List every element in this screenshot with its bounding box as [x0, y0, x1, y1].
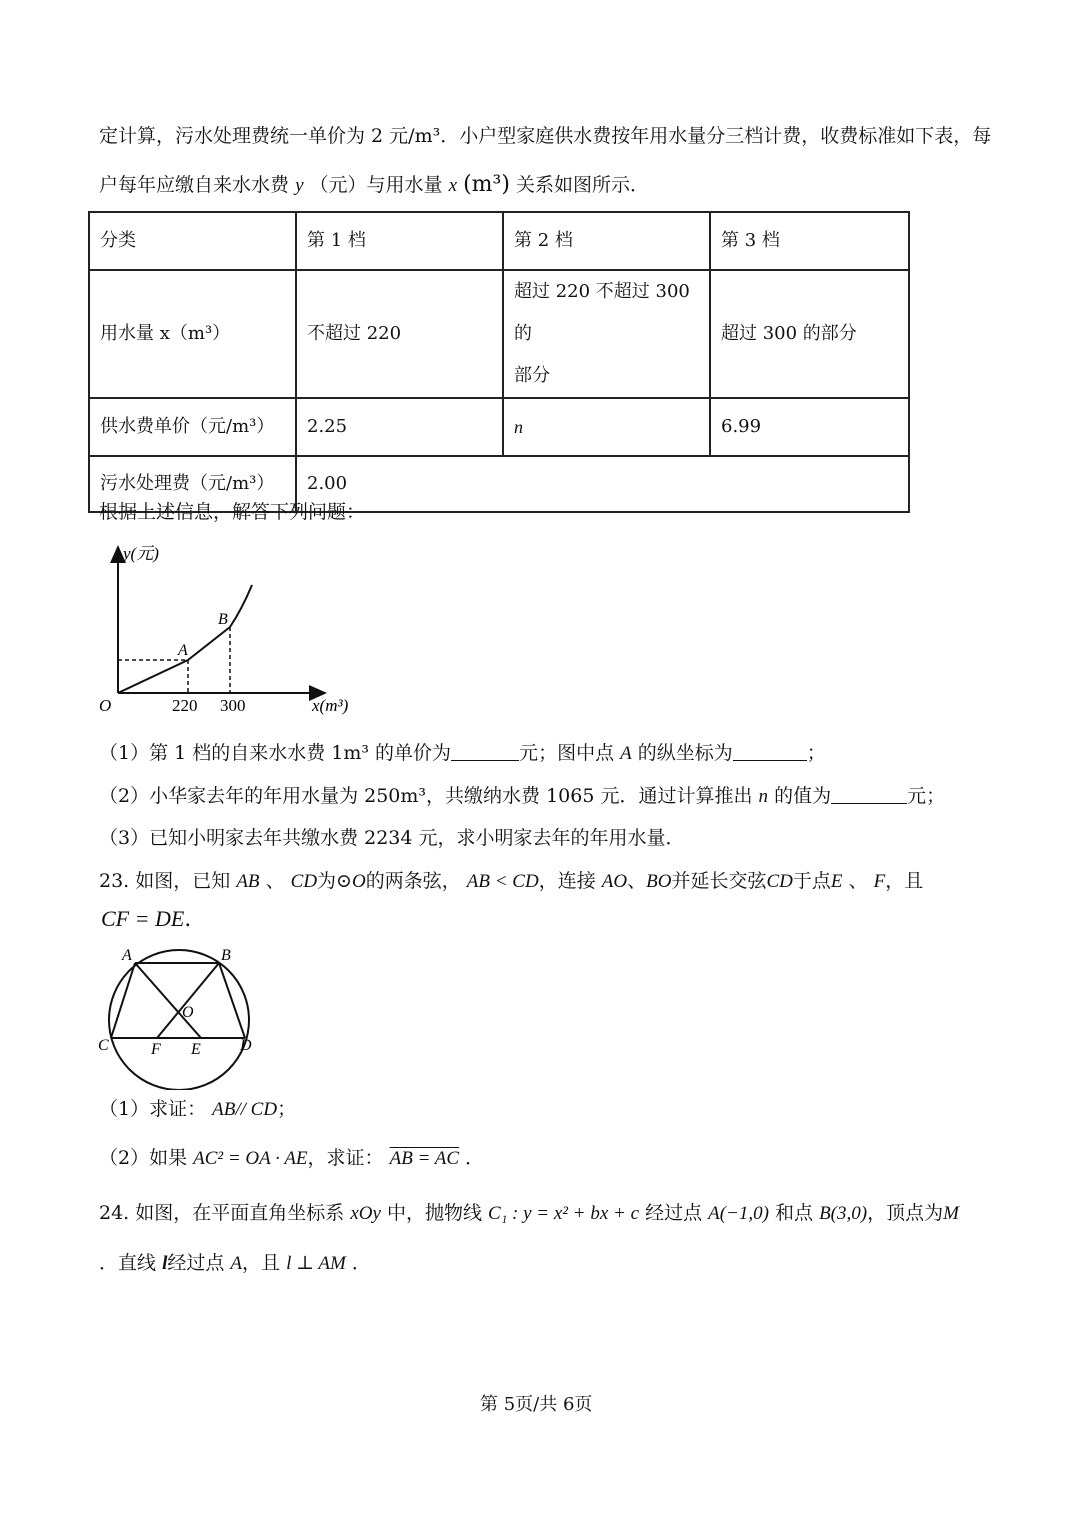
x-axis-label: x(m³) — [312, 696, 349, 715]
q22-p2-b: 的值为 — [774, 785, 832, 807]
q23-e: E — [830, 871, 843, 892]
table-row-price — [89, 398, 909, 456]
intro-unit: (m³) — [463, 172, 510, 197]
q23-cd: CD — [290, 871, 318, 892]
intro-var-x: x — [448, 175, 458, 196]
q22-p1-c: 的纵坐标为 — [637, 742, 733, 764]
intro-text-a: 户每年应缴自来水水费 — [99, 174, 290, 196]
q24-perpendicular: l ⊥ AM — [286, 1253, 346, 1274]
q23-text-e: ，连接 — [538, 870, 596, 892]
price-tier-2: n — [503, 398, 710, 456]
segment-bf — [157, 963, 219, 1038]
tick-220: 220 — [172, 696, 198, 715]
q22-p2-n: n — [758, 786, 769, 807]
q24-text-a: 24. 如图，在平面直角坐标系 — [99, 1202, 345, 1224]
table-row-usage — [89, 270, 909, 398]
water-fee-graph — [90, 535, 370, 725]
label-e: E — [191, 1041, 201, 1058]
q24-xoy: xOy — [350, 1203, 381, 1224]
q24-point-a: A(−1,0) — [708, 1203, 769, 1224]
usage-tier-2 — [503, 270, 710, 398]
tick-300: 300 — [220, 696, 246, 715]
q24-text-i: ． — [351, 1252, 371, 1274]
q22-p1-point-a: A — [620, 743, 632, 764]
header-category: 分类 — [89, 212, 296, 270]
intro-line-1: 定计算，污水处理费统一单价为 2 元/m³．小户型家庭供水费按年用水量分三档计费，收费标准如下表，每 — [99, 125, 992, 147]
q23-text-d: 的两条弦， — [365, 870, 461, 892]
label-d: D — [240, 1037, 252, 1054]
usage-tier-2-line-2: 部分 — [514, 365, 550, 386]
prompt-text: 根据上述信息，解答下列问题： — [99, 501, 366, 523]
q23-line-1 — [99, 866, 923, 893]
label-b: B — [221, 947, 231, 964]
y-axis-label: y(元) — [123, 544, 159, 563]
answer-blank-1[interactable] — [451, 742, 519, 761]
point-b-label: B — [218, 611, 228, 628]
sewage-value: 2.00 — [296, 456, 909, 512]
usage-tier-3: 超过 300 的部分 — [710, 270, 909, 398]
intro-text-c: 关系如图所示． — [516, 174, 650, 196]
page-footer: 第 5页/共 6页 — [480, 1394, 593, 1415]
q22-p2-a: （2）小华家去年的年用水量为 250m³，共缴纳水费 1065 元．通过计算推出 — [99, 785, 753, 807]
origin-label: O — [99, 696, 112, 715]
usage-tier-2-line-1: 超过 220 不超过 300 的 — [514, 281, 690, 344]
circle-diagram — [95, 940, 265, 1090]
q24-text-b: 中，抛物线 — [386, 1202, 482, 1224]
q24-text-g: 经过点 — [167, 1252, 225, 1274]
q23-p1-b: AB// CD — [212, 1099, 278, 1120]
q23-text-b: 、 — [265, 870, 285, 892]
q22-p1-b: 元；图中点 — [519, 742, 615, 764]
q23-cd-2: CD — [766, 871, 793, 892]
q23-ab: AB — [236, 871, 260, 892]
q22-part-3: （3）已知小明家去年共缴水费 2234 元，求小明家去年的年用水量． — [99, 827, 685, 849]
q23-text-h: 于点 — [792, 870, 831, 892]
fee-curve-tier-3 — [230, 585, 252, 627]
q23-f: F — [873, 871, 886, 892]
q23-p2-a: （2）如果 — [99, 1147, 188, 1169]
q24-parabola: C₁ : y = x² + bx + c — [488, 1203, 640, 1224]
q23-p1-c: ； — [277, 1098, 297, 1120]
q24-text-c: 经过点 — [645, 1202, 703, 1224]
q23-text-g: 并延长交弦 — [671, 870, 767, 892]
q23-text-i: 、 — [848, 870, 868, 892]
q23-line-2 — [101, 906, 191, 932]
q23-condition: CF = DE — [101, 906, 185, 931]
header-tier-3: 第 3 档 — [710, 212, 909, 270]
q23-p2-b: AC² = OA · AE — [193, 1148, 308, 1169]
q23-p1-a: （1）求证： — [99, 1098, 207, 1120]
circle-o — [109, 950, 249, 1090]
q22-p1-a: （1）第 1 档的自来水水费 1m³ 的单价为 — [99, 742, 452, 764]
point-a-label: A — [178, 642, 188, 659]
segment-ae — [135, 963, 201, 1038]
q23-relation: AB < CD — [466, 871, 539, 892]
table-header-row — [89, 212, 909, 270]
q23-part-2 — [99, 1143, 484, 1170]
q23-bo: BO — [646, 871, 672, 892]
intro-var-y: y — [295, 175, 304, 196]
q23-p2-arcs: AB = AC — [389, 1148, 460, 1169]
q24-point-b: B(3,0) — [819, 1203, 868, 1224]
fee-table — [88, 211, 910, 513]
q24-text-e: ，顶点为 — [867, 1202, 944, 1224]
q24-line-2 — [99, 1248, 371, 1275]
q24-point-a-2: A — [230, 1253, 243, 1274]
q24-line-1 — [99, 1198, 959, 1225]
price-label: 供水费单价（元/m³） — [89, 398, 296, 456]
q24-text-f: ．直线 — [99, 1252, 157, 1274]
label-c: C — [98, 1037, 109, 1054]
segment-ac — [111, 963, 135, 1038]
q24-text-h: ，且 — [242, 1252, 281, 1274]
label-a: A — [122, 947, 132, 964]
q23-p2-c: ，求证： — [307, 1147, 384, 1169]
q23-o: O — [351, 871, 366, 892]
q24-m: M — [943, 1203, 959, 1224]
price-tier-1: 2.25 — [296, 398, 503, 456]
q23-ao: AO — [601, 871, 628, 892]
q23-text-j: ，且 — [885, 870, 924, 892]
price-tier-3: 6.99 — [710, 398, 909, 456]
usage-label: 用水量 x（m³） — [89, 270, 296, 398]
q23-p2-e: ． — [465, 1147, 485, 1169]
sewage-label: 污水处理费（元/m³） — [89, 456, 296, 512]
answer-blank-3[interactable] — [831, 785, 907, 804]
q22-p2-c: 元； — [907, 785, 946, 807]
header-tier-2: 第 2 档 — [503, 212, 710, 270]
q23-part-1 — [99, 1094, 296, 1121]
label-o: O — [182, 1004, 194, 1021]
usage-tier-1: 不超过 220 — [296, 270, 503, 398]
q22-p1-d: ； — [806, 742, 826, 764]
q24-text-d: 和点 — [775, 1202, 814, 1224]
q24-line-l: l — [162, 1253, 168, 1274]
q23-text-f: 、 — [627, 870, 647, 892]
intro-text-b: （元）与用水量 — [309, 174, 443, 196]
label-f: F — [151, 1041, 161, 1058]
q23-text-a: 23. 如图，已知 — [99, 870, 231, 892]
answer-blank-2[interactable] — [733, 742, 807, 761]
q23-text-c: 为⊙ — [317, 870, 352, 892]
q23-line-2-end: . — [184, 907, 192, 932]
header-tier-1: 第 1 档 — [296, 212, 503, 270]
q22-part-2 — [99, 781, 945, 808]
intro-line-2 — [99, 170, 649, 197]
q22-part-1 — [99, 738, 826, 765]
